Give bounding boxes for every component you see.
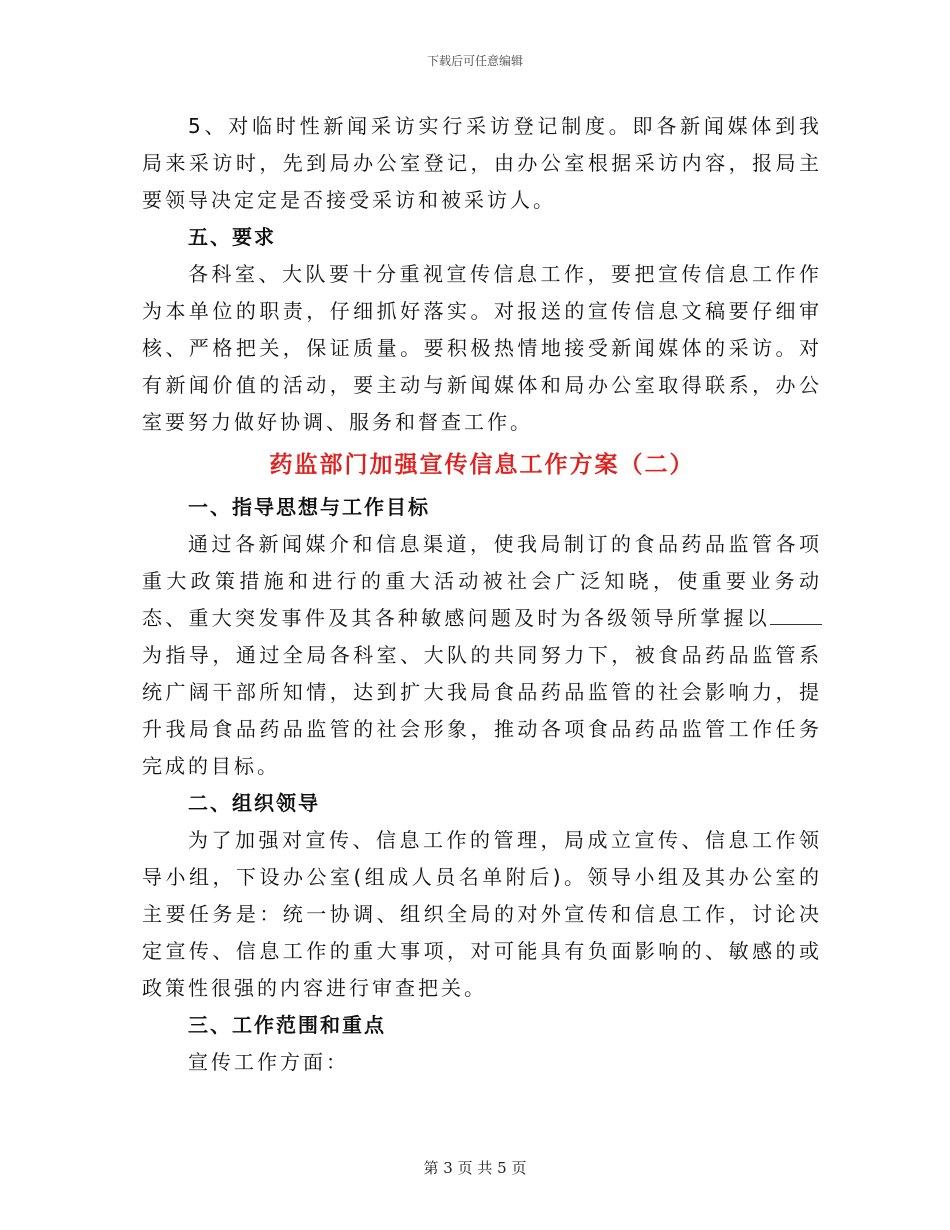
heading-organization: 二、组织领导: [188, 791, 320, 815]
heading-requirements: 五、要求: [188, 225, 276, 249]
paragraph-organization: 为了加强对宣传、信息工作的管理，局成立宣传、信息工作领导小组，下设办公室(组成人员名单附后)。领导小组及其办公室的主要任务是：统一协调、组织全局的对外宣传和信息工作，讨论决定宣传、信息工作的重大事项，对可能具有负面影响的、敏感的或政策性很强的内容进行审查把关。: [142, 828, 822, 1000]
paragraph-guiding-thought-part1: 通过各新闻媒介和信息渠道，使我局制订的食品药品监管各项重大政策措施和进行的重大活动被社会广泛知晓，使重要业务动态、重大突发事件及其各种敏感问题及时为各级领导所掌握以: [142, 532, 822, 630]
paragraph-scope: 宣传工作方面：: [188, 1050, 349, 1074]
paragraph-requirements: 各科室、大队要十分重视宣传信息工作，要把宣传信息工作作为本单位的职责，仔细抓好落实。对报送的宣传信息文稿要仔细审核、严格把关，保证质量。要积极热情地接受新闻媒体的采访。对有新闻价值的活动，要主动与新闻媒体和局办公室取得联系，办公室要努力做好协调、服务和督查工作。: [142, 262, 822, 434]
document-body: [142, 108, 822, 1081]
paragraph-guiding-thought-part2: 为指导，通过全局各科室、大队的共同努力下，被食品药品监管系统广阔干部所知情，达到扩大我局食品药品监管的社会影响力，提升我局食品药品监管的社会形象，推动各项食品药品监管工作任务完成的目标。: [142, 643, 822, 778]
page-footer: 第 3 页 共 5 页: [423, 1159, 527, 1177]
paragraph-item-5: 5、对临时性新闻采访实行采访登记制度。即各新闻媒体到我局来采访时，先到局办公室登记，由办公室根据采访内容，报局主要领导决定定是否接受采访和被采访人。: [142, 114, 822, 212]
paragraph-guiding-thought: [142, 526, 822, 785]
fill-in-blank: [770, 602, 822, 625]
heading-scope: 三、工作范围和重点: [188, 1013, 386, 1037]
heading-guiding-thought: 一、指导思想与工作目标: [188, 495, 430, 519]
document-title: 药监部门加强宣传信息工作方案（二）: [269, 452, 695, 478]
page-header: 下载后可任意编辑: [426, 54, 523, 68]
